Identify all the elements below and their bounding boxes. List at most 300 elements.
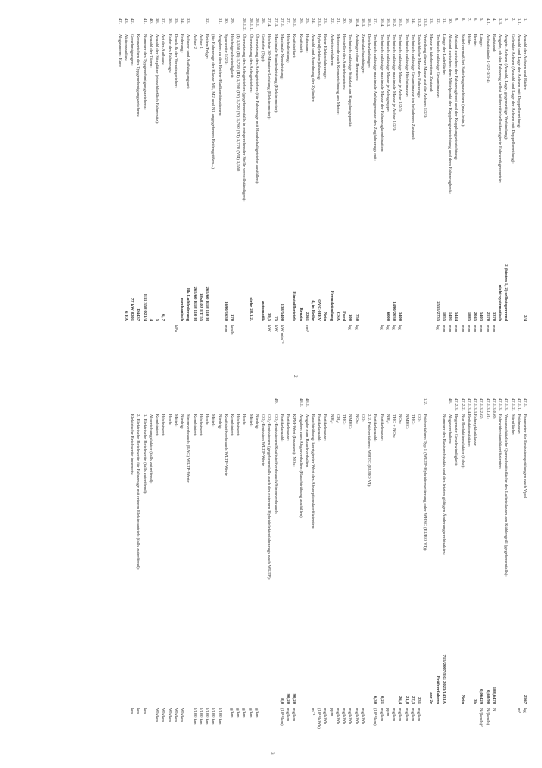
- row-unit: [503, 325, 509, 353]
- spec-row: [204, 18, 210, 353]
- row-value: [198, 640, 204, 708]
- row-value: [341, 640, 347, 708]
- spec-row: [422, 398, 428, 736]
- row-number: [247, 398, 253, 414]
- row-label: Parameter für Emissionsprüfungen nach Vpol: [523, 414, 528, 499]
- row-value: 27,3: [410, 695, 416, 704]
- row-number: [160, 398, 166, 414]
- row-value: 138/5400: [279, 303, 285, 321]
- row-unit: mg/km: [292, 708, 298, 722]
- spec-row: [185, 398, 191, 736]
- row-value: 4: [148, 318, 154, 321]
- row-label: Übersetzung des Achsgetriebes:: [248, 34, 254, 93]
- row-unit: [285, 325, 291, 353]
- row-number: 17.: [373, 18, 379, 24]
- row-value: [347, 640, 353, 708]
- row-label: Technisch zulässige maximale Masse je Achse 1/2/3:: [392, 34, 398, 132]
- spec-row: [385, 18, 391, 353]
- spec-row: [254, 18, 260, 353]
- row-unit: g/km: [242, 708, 248, 718]
- row-number: [210, 398, 216, 414]
- row-unit: [260, 708, 266, 736]
- row-value: [459, 257, 465, 325]
- row-number: [210, 18, 216, 34]
- spec-row: [484, 18, 490, 353]
- row-unit: mg/km: [379, 708, 385, 722]
- row-unit: [372, 325, 378, 353]
- spec-row: [279, 18, 285, 353]
- row-label: Übersetzung des Achsgetriebes (für Fahrzeuge mit Handschaltgetriebe ausfüllen):: [254, 34, 260, 185]
- row-label: NMHC:: [348, 414, 354, 430]
- row-value: [422, 257, 428, 325]
- row-value: [216, 640, 222, 708]
- row-number: 25.: [304, 18, 310, 24]
- spec-row: [410, 18, 416, 353]
- row-unit: kg: [348, 325, 354, 330]
- row-value: 0,21: [379, 695, 385, 704]
- row-unit: kW: [267, 325, 273, 332]
- spec-row: [453, 18, 459, 353]
- row-unit: [422, 325, 428, 353]
- row-number: 27.3.: [273, 18, 279, 28]
- row-unit: [266, 708, 272, 736]
- spec-row: [516, 18, 522, 353]
- spec-row: [509, 18, 515, 353]
- row-value: Benzin: [298, 307, 304, 321]
- row-number: 47.: [117, 18, 123, 24]
- row-label: Federung:: [180, 34, 186, 53]
- row-unit: [160, 325, 166, 353]
- spec-row: [516, 398, 522, 736]
- row-number: 2.: [510, 18, 516, 22]
- row-unit: mm: [448, 325, 454, 333]
- row-unit: [453, 708, 459, 736]
- row-value: [385, 640, 391, 708]
- row-unit: [329, 325, 335, 353]
- spec-row: [148, 18, 154, 353]
- row-number: [141, 398, 147, 414]
- row-number: 48.1.: [304, 398, 310, 408]
- spec-row: [459, 398, 465, 736]
- row-value: 1690/1630: [223, 301, 229, 321]
- row-label: Hersteller des Antriebsmotors:: [342, 34, 348, 91]
- row-value: 77 kW 8201: [130, 297, 136, 321]
- row-unit: [403, 325, 409, 353]
- row-value: [503, 640, 509, 708]
- spec-row: [453, 398, 459, 736]
- row-unit: [428, 708, 434, 736]
- row-number: [154, 398, 160, 414]
- row-unit: cm³: [304, 325, 310, 332]
- spec-row: [166, 18, 172, 353]
- spec-row: [272, 398, 278, 736]
- row-label: Stirnfläche:: [510, 414, 516, 436]
- spec-row: [185, 18, 191, 353]
- row-value: [335, 640, 341, 708]
- row-unit: [272, 708, 278, 736]
- row-value: [210, 257, 216, 325]
- row-label: THC:: [342, 414, 348, 425]
- spec-row: [310, 18, 316, 353]
- row-unit: mm: [460, 325, 466, 333]
- row-label: CO₂-Emission WLTP-Werte: [261, 414, 267, 467]
- row-unit: kg: [523, 708, 528, 713]
- row-label: Elektrische Reichweite innerorts:: [130, 414, 136, 476]
- spec-row: [241, 398, 247, 736]
- spec-row: [260, 398, 266, 736]
- row-label: Spurweite 1/2/3:: [223, 34, 229, 65]
- row-value: 2/4: [523, 315, 528, 321]
- spec-row: [135, 18, 141, 353]
- row-value: 39,5: [267, 312, 273, 321]
- spec-row: [260, 18, 266, 353]
- row-label: Achsabstände 1-2/2-3/3-4:: [485, 34, 491, 83]
- row-unit: [410, 325, 416, 353]
- row-unit: [522, 325, 528, 353]
- row-value: 5444: [454, 311, 460, 321]
- row-value: [204, 640, 210, 708]
- row-label: Technisch zulässige Stützlast am Kupplungspunkt:: [348, 34, 354, 128]
- row-label: (für Fahrzeuge der Klasse M1, M2 und N1 angegebenen Reifengrößen...): [211, 34, 217, 169]
- row-unit: [466, 708, 472, 736]
- row-number: [353, 398, 359, 414]
- row-number: 20.: [342, 18, 348, 24]
- row-unit: [422, 708, 428, 736]
- row-label: Anzahl und Anordnung der Zylinder:: [311, 34, 317, 103]
- row-number: 28.1.: [254, 18, 260, 28]
- spec-row: [291, 18, 297, 353]
- row-value: [416, 257, 422, 325]
- row-number: 3.3.: [498, 18, 504, 25]
- row-number: 14.: [410, 18, 416, 24]
- row-label: Hoch:: [205, 414, 211, 426]
- row-label: Angaben zum Abgasverhalten (Rauchtrübung ausfüllen): [298, 414, 304, 518]
- spec-row: [266, 398, 272, 736]
- row-number: 1.: [523, 18, 528, 22]
- row-number: 47.1.: [523, 398, 528, 408]
- row-label: Genehmigungen:: [130, 34, 136, 66]
- row-value: nicht-systematisch: [498, 284, 504, 321]
- row-value: [410, 257, 416, 325]
- row-number: 47.2.3.: [454, 398, 460, 411]
- row-unit: kg: [385, 325, 391, 330]
- row-label: NH₃:: [385, 414, 391, 424]
- row-label: Achsen- und Aufhängungsart:: [186, 34, 192, 90]
- row-label: Partikelanzahl:: [373, 414, 379, 442]
- row-unit: [341, 325, 347, 353]
- spec-row: [210, 398, 216, 736]
- row-label: Nummer des Typgenehmigungszeichens:: [142, 34, 148, 110]
- row-value: [254, 257, 260, 325]
- row-value: 4, in Reihe: [311, 300, 317, 321]
- spec-row: [117, 18, 123, 353]
- row-unit: mm: [491, 325, 497, 333]
- row-number: 36.: [167, 18, 173, 24]
- row-number: 47.1.3.: [504, 398, 510, 411]
- row-label: CO₂-Emissionen (gegebenenfalls auch des externen Hybridelektrofahrzeugs nach WLTP):: [267, 414, 273, 580]
- row-unit: (10¹¹/km): [373, 708, 379, 726]
- row-unit: [503, 708, 509, 736]
- row-number: 24.: [311, 18, 317, 24]
- row-number: [372, 398, 378, 414]
- row-label: f0:: [491, 414, 497, 420]
- row-unit: m⁻¹: [311, 708, 317, 716]
- row-number: [260, 398, 266, 414]
- spec-row: [472, 398, 478, 736]
- row-label: Länge:: [479, 34, 485, 47]
- row-number: [216, 398, 222, 414]
- row-label: Niedrig:: [254, 414, 260, 430]
- row-unit: [497, 708, 503, 736]
- row-number: [347, 398, 353, 414]
- spec-row: [434, 18, 440, 353]
- row-label: Hoch:: [242, 414, 248, 426]
- row-label: Maximale Stundenleistung (Elektromotor):: [273, 34, 279, 114]
- row-unit: [135, 325, 141, 353]
- row-unit: [360, 325, 366, 353]
- spec-row: [141, 18, 147, 353]
- row-number: 28.: [261, 18, 267, 24]
- row-value: [516, 257, 522, 325]
- row-label: [434, 414, 440, 640]
- row-value: 1490/2030: [392, 301, 398, 321]
- row-unit: [459, 708, 465, 736]
- row-unit: km/h: [229, 325, 235, 335]
- row-unit: [316, 325, 322, 353]
- row-label: Kraftstoff:: [298, 34, 304, 54]
- row-unit: [428, 325, 434, 353]
- spec-row: [166, 398, 172, 736]
- spec-row: [329, 18, 335, 353]
- row-value: [154, 640, 160, 708]
- row-unit: [441, 708, 447, 736]
- row-label: Prüfmasse:: [516, 414, 522, 435]
- row-label: Farbe des Fahrzeugs:: [167, 34, 173, 74]
- row-value: [304, 640, 310, 708]
- row-number: 19.: [348, 18, 354, 24]
- row-label: Technisch zulässige Masse je Achsgruppe:: [385, 34, 391, 113]
- row-value: 2 (hinten 1, 2) selbstsperrend: [504, 264, 510, 321]
- row-label: Technisch zulässige Höchstmasse:: [404, 34, 410, 98]
- row-value: [310, 640, 316, 708]
- row-number: 16.: [404, 18, 410, 24]
- row-label: Angabe, ob das Fahrzeug selbst luftbereifte/selbstkorrigierte Fahrwerkgeometrie:: [498, 34, 504, 184]
- row-value: [509, 257, 515, 325]
- row-label: Anzahl und Lage der Achsen mit Doppelbereifung:: [516, 34, 522, 129]
- row-value: 6 EA: [124, 311, 129, 321]
- row-value: 750: [354, 314, 360, 321]
- spec-row: [347, 18, 353, 353]
- row-label: Deichselanhänger:: [367, 34, 373, 69]
- row-label: 2.2. Prüfverfahren: WHTC (EURO VI):: [367, 414, 373, 488]
- row-number: 13.1.: [423, 18, 429, 28]
- row-label: (I) 3,558 (II) 3,720 (III) 3,760 (IV) 3,720 (V) 3,760 (VI) 3,770 (VII) 3,558: [236, 34, 242, 172]
- spec-row: [329, 398, 335, 736]
- spec-row: [198, 18, 204, 353]
- spec-row: [229, 398, 235, 736]
- row-unit: [235, 325, 241, 353]
- spec-row: [341, 398, 347, 736]
- row-number: [198, 398, 204, 414]
- row-label: Partikelanzahl:: [279, 414, 285, 442]
- row-number: [285, 398, 291, 414]
- spec-row: [366, 398, 372, 736]
- row-value: [360, 640, 366, 708]
- row-value: Einstoffbetrieb: [292, 291, 298, 321]
- row-value: 6, 7: [161, 314, 167, 321]
- row-number: 35.: [173, 18, 179, 24]
- row-value: CSA: [335, 311, 341, 321]
- row-number: 27.1.: [279, 18, 285, 28]
- row-number: 41.: [142, 18, 148, 24]
- row-value: 2570: [485, 311, 491, 321]
- row-unit: l/100 km: [192, 708, 198, 725]
- row-label: Technisch zulässige Gesamtmasse:: [435, 34, 441, 99]
- row-number: 16.3.: [385, 18, 391, 28]
- row-value: automatik: [261, 300, 267, 321]
- row-number: 23.1.: [317, 18, 323, 28]
- row-number: [360, 398, 366, 414]
- row-unit: [310, 325, 316, 353]
- row-label: Hoch:: [167, 414, 173, 426]
- row-value: [322, 640, 328, 708]
- spec-row: [472, 18, 478, 353]
- row-value: [179, 640, 185, 708]
- row-unit: [185, 325, 191, 353]
- row-unit: Wh/km: [155, 708, 161, 722]
- row-number: 18.1.: [367, 18, 373, 28]
- row-unit: mg/km: [286, 708, 292, 722]
- row-unit: mg/km: [410, 708, 416, 722]
- spec-row: [191, 18, 197, 353]
- spec-row: [391, 398, 397, 736]
- row-unit: (10¹¹/km): [279, 708, 285, 726]
- row-number: 47.1.1.: [516, 398, 522, 411]
- row-value: 6000: [385, 311, 391, 321]
- row-value: Prüfverfahren: [435, 675, 441, 704]
- row-unit: [366, 708, 372, 736]
- row-value: D4437: [136, 308, 142, 321]
- row-unit: mg/km: [398, 708, 404, 722]
- row-unit: kPa: [173, 325, 179, 332]
- row-unit: mm: [454, 325, 460, 333]
- row-value: 26,4: [398, 695, 404, 704]
- row-number: [129, 398, 135, 414]
- row-number: 13.2.: [417, 18, 423, 28]
- row-unit: [416, 325, 422, 353]
- row-label: Abgasnorm: Euro: [117, 34, 123, 67]
- row-value: [148, 640, 154, 708]
- row-label: 2. Elektrische Reichweite für Fahrzeuge mit reinem Elektroantrieb (falls zutreffend):: [136, 414, 142, 570]
- row-label: CO₂-Emissionen/Kraftstoffverbrauch/Stromverbrauch: [273, 414, 279, 514]
- spec-row: [447, 398, 453, 736]
- spec-row: [385, 398, 391, 736]
- row-number: 47.2.2.: [460, 398, 466, 411]
- row-label: Nummer des Basisrechtsakts und des letzten gültigen Änderungsrechtsaktes:: [441, 414, 447, 555]
- row-unit: [216, 325, 222, 353]
- spec-row: [285, 18, 291, 353]
- row-label: Höchste 30-Minuten-Leistung (Elektromotor):: [267, 34, 273, 120]
- row-label: Technisch zulässige maximale Masse der Fahrzeugkombination:: [379, 34, 385, 153]
- spec-row: [223, 18, 229, 353]
- row-value: 18x8.0J ET 55: [198, 293, 204, 321]
- spec-row: [335, 398, 341, 736]
- row-number: [279, 398, 285, 414]
- spec-row: [304, 18, 310, 353]
- row-number: [428, 398, 434, 414]
- row-value: 231: [417, 697, 423, 704]
- row-number: 1.1.: [516, 18, 522, 25]
- row-label: Partikelmasse:: [379, 414, 385, 441]
- spec-row: [497, 398, 503, 736]
- spec-row: [416, 18, 422, 353]
- row-number: 21.: [335, 18, 341, 24]
- row-value: [216, 257, 222, 325]
- spec-row: [254, 398, 260, 736]
- row-value: [241, 257, 247, 325]
- row-label: Abweichungsfaktor (falls zutreffend):: [148, 414, 154, 484]
- row-number: 47.1.3.4.: [466, 398, 472, 415]
- spec-row: [229, 18, 235, 353]
- row-label: Druck & der Vorratsspeicher:: [173, 34, 179, 89]
- row-label: Reifen/Felge:: [205, 34, 211, 60]
- row-label: Achse 2: [192, 34, 198, 49]
- row-unit: km: [142, 708, 148, 714]
- spec-row: [497, 18, 503, 353]
- row-value: [297, 640, 303, 708]
- row-number: 4.1.: [485, 18, 491, 25]
- row-label: Zentralachsanhänger:: [360, 34, 366, 74]
- row-label: Höchstwert:: [236, 414, 242, 437]
- row-value: 75: [273, 316, 279, 321]
- row-unit: [516, 325, 522, 353]
- spec-row: [410, 398, 416, 736]
- row-label: Abstand zwischen dem Mittelpunkt der Kupplungseinrichtung und dem Fahrzeugheck:: [448, 34, 454, 194]
- row-number: 34.: [180, 18, 186, 24]
- row-value: [241, 640, 247, 708]
- row-label: Angaben zu den Reifen-/Radkombinationen:: [217, 34, 223, 117]
- row-unit: [198, 325, 204, 353]
- row-value: [173, 257, 179, 325]
- spec-row: [478, 398, 484, 736]
- row-unit: ppm: [329, 708, 335, 717]
- spec-row: [179, 18, 185, 353]
- row-number: [310, 398, 316, 414]
- row-unit: kg: [398, 325, 404, 330]
- spec-row: [123, 18, 129, 353]
- row-number: 26.1.: [292, 18, 298, 28]
- row-unit: mg/kWh: [335, 708, 341, 725]
- row-unit: [335, 325, 341, 353]
- row-label: f2:: [479, 414, 485, 420]
- row-unit: kg: [354, 325, 360, 330]
- row-unit: [366, 325, 372, 353]
- row-unit: mm: [223, 325, 229, 333]
- row-label: 1. Elektrische Reichweite (falls zutreffend):: [142, 414, 148, 495]
- row-label: Anzahl der Türen:: [148, 34, 154, 68]
- row-label: Begrenzte Geschwindigkeit:: [454, 414, 460, 467]
- row-number: 27.: [286, 18, 292, 24]
- row-value: [166, 257, 172, 325]
- row-number: 47.1.2.: [510, 398, 516, 411]
- row-unit: g/km: [254, 708, 260, 718]
- row-number: 4.: [491, 18, 497, 22]
- spec-row: [335, 18, 341, 353]
- row-number: [322, 398, 328, 414]
- spec-row: [179, 398, 185, 736]
- spec-row: [353, 18, 359, 353]
- row-label: Fahrwiderstandskoeffizienten: [498, 414, 504, 469]
